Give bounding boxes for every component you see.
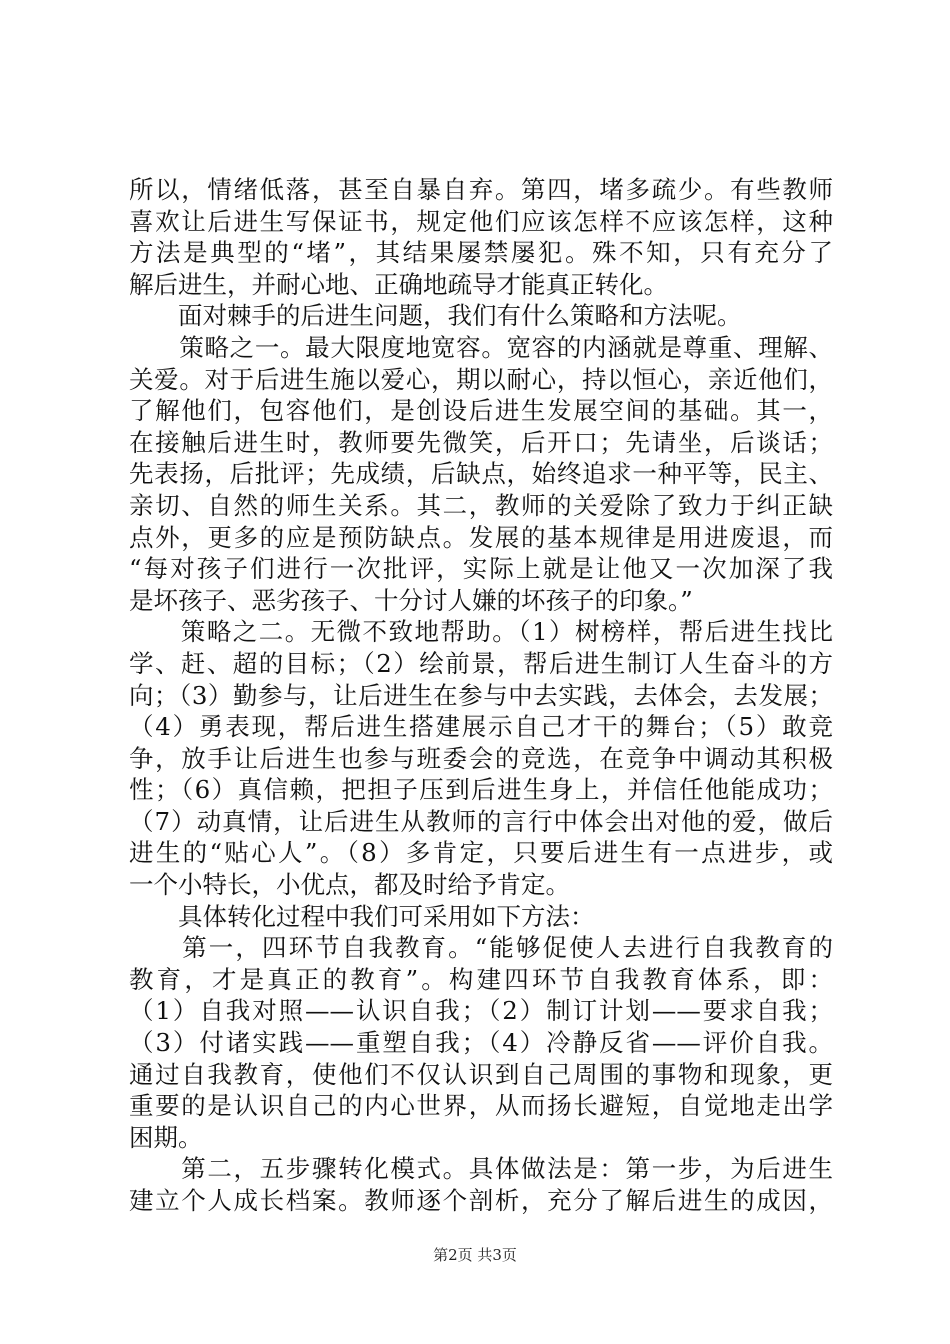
text-line: 具体转化过程中我们可采用如下方法： [129,901,595,931]
text-line: 重要的是认识自己的内心世界，从而扬长避短，自觉地走出学 [129,1091,833,1121]
text-line: 困期。 [129,1122,203,1152]
text-line: 争，放手让后进生也参与班委会的竞选，在竞争中调动其积极 [129,743,833,773]
text-line: 通过自我教育，使他们不仅认识到自己周围的事物和现象，更 [129,1059,833,1089]
text-line: 亲切、自然的师生关系。其二，教师的关爱除了致力于纠正缺 [129,490,833,520]
text-line: 第一，四环节自我教育。“能够促使人去进行自我教育的 [129,933,833,963]
text-line: 关爱。对于后进生施以爱心，期以耐心，持以恒心，亲近他们， [129,364,833,394]
text-line: 喜欢让后进生写保证书，规定他们应该怎样不应该怎样，这种 [129,206,833,236]
text-line: 先表扬，后批评；先成绩，后缺点，始终追求一种平等，民主、 [129,459,833,489]
text-line: 学、赶、超的目标；（2）绘前景，帮后进生制订人生奋斗的方 [129,648,833,678]
text-line: （4）勇表现，帮后进生搭建展示自己才干的舞台；（5）敢竞 [129,712,833,742]
text-line: 在接触后进生时，教师要先微笑，后开口；先请坐，后谈话； [129,427,833,457]
page-footer: 第2页 共3页 [433,1246,517,1264]
text-line: “每对孩子们进行一次批评，实际上就是让他又一次加深了我 [129,554,833,584]
text-line: 进生的“贴心人”。（8）多肯定，只要后进生有一点进步，或 [129,838,833,868]
text-line: （3）付诸实践——重塑自我；（4）冷静反省——评价自我。 [129,1028,833,1058]
text-line: 教育，才是真正的教育”。构建四环节自我教育体系，即： [129,964,833,994]
text-line: （1）自我对照——认识自我；（2）制订计划——要求自我； [129,996,833,1026]
text-line: 点外，更多的应是预防缺点。发展的基本规律是用进废退，而 [129,522,833,552]
text-line: 是坏孩子、恶劣孩子、十分讨人嫌的坏孩子的印象。” [129,585,693,615]
text-line: 向；（3）勤参与，让后进生在参与中去实践，去体会，去发展； [129,680,833,710]
text-line: 了解他们，包容他们，是创设后进生发展空间的基础。其一， [129,396,833,426]
text-line: 性；（6）真信赖，把担子压到后进生身上，并信任他能成功； [129,775,833,805]
text-line: 面对棘手的后进生问题，我们有什么策略和方法呢。 [129,301,742,331]
text-line: 策略之一。最大限度地宽容。宽容的内涵就是尊重、理解、 [129,332,833,362]
text-line: 第二，五步骤转化模式。具体做法是：第一步，为后进生 [129,1154,833,1184]
text-line: 方法是典型的“堵”，其结果屡禁屡犯。殊不知，只有充分了 [129,238,833,268]
text-line: （7）动真情，让后进生从教师的言行中体会出对他的爱，做后 [129,806,833,836]
text-line: 所以，情绪低落，甚至自暴自弃。第四，堵多疏少。有些教师 [129,175,833,204]
text-line: 策略之二。无微不致地帮助。（1）树榜样，帮后进生找比 [129,617,833,647]
text-line: 一个小特长，小优点，都及时给予肯定。 [129,870,570,900]
body-text [129,174,833,1217]
text-line: 解后进生，并耐心地、正确地疏导才能真正转化。 [129,269,668,299]
text-line: 建立个人成长档案。教师逐个剖析，充分了解后进生的成因， [129,1186,833,1215]
